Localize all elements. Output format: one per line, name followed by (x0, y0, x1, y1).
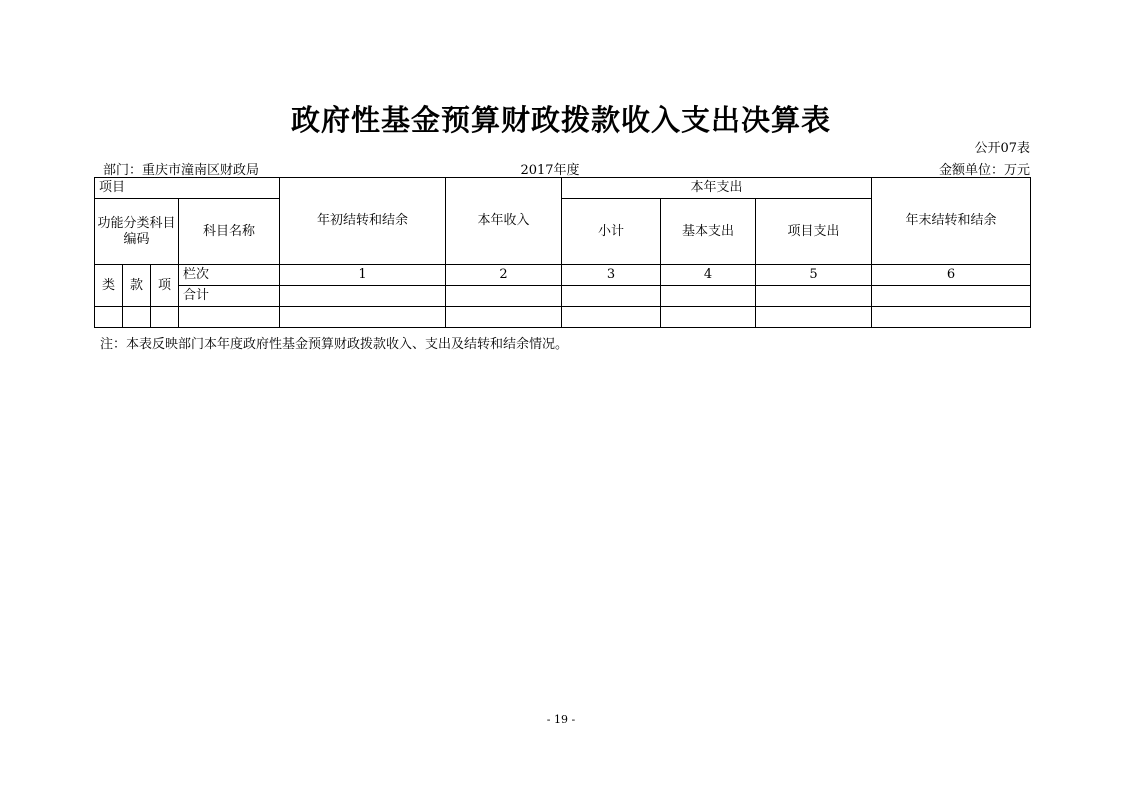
column-number-label: 栏次 (179, 265, 280, 286)
column-number: 1 (280, 265, 446, 286)
empty-cell (280, 307, 446, 328)
empty-cell (872, 307, 1031, 328)
header-section: 款 (123, 265, 151, 307)
document-title: 政府性基金预算财政拨款收入支出决算表 (290, 103, 831, 137)
header-class: 类 (95, 265, 123, 307)
header-subtotal: 小计 (562, 199, 661, 265)
amount-unit: 金额单位：万元 (938, 163, 1030, 178)
empty-cell (756, 307, 872, 328)
table-note: 注：本表反映部门本年度政府性基金预算财政拨款收入、支出及结转和结余情况。 (100, 337, 569, 352)
header-subject-name: 科目名称 (179, 199, 280, 265)
header-current-income: 本年收入 (446, 178, 562, 265)
column-number: 6 (872, 265, 1031, 286)
form-number: 公开07表 (974, 141, 1030, 156)
header-ending-balance: 年末结转和结余 (872, 178, 1031, 265)
total-cell (661, 286, 756, 307)
column-number: 2 (446, 265, 562, 286)
empty-cell (123, 307, 151, 328)
fiscal-year: 2017年度 (520, 163, 580, 178)
empty-cell (151, 307, 179, 328)
empty-cell (179, 307, 280, 328)
total-cell (280, 286, 446, 307)
header-current-expense: 本年支出 (562, 178, 872, 199)
header-entry: 项 (151, 265, 179, 307)
header-item: 项目 (95, 178, 280, 199)
empty-cell (562, 307, 661, 328)
column-number: 3 (562, 265, 661, 286)
page-number: - 19 - (546, 713, 576, 726)
total-cell (446, 286, 562, 307)
header-project-expense: 项目支出 (756, 199, 872, 265)
header-func-code: 功能分类科目编码 (95, 199, 179, 265)
empty-cell (446, 307, 562, 328)
total-cell (872, 286, 1031, 307)
column-number: 5 (756, 265, 872, 286)
total-cell (562, 286, 661, 307)
total-cell (756, 286, 872, 307)
column-number: 4 (661, 265, 756, 286)
total-label: 合计 (179, 286, 280, 307)
header-beginning-balance: 年初结转和结余 (280, 178, 446, 265)
empty-cell (95, 307, 123, 328)
table-row (95, 307, 1031, 328)
budget-table (94, 177, 1031, 328)
total-row (95, 286, 1031, 307)
empty-cell (661, 307, 756, 328)
department-label: 部门：重庆市潼南区财政局 (103, 163, 260, 178)
header-basic-expense: 基本支出 (661, 199, 756, 265)
